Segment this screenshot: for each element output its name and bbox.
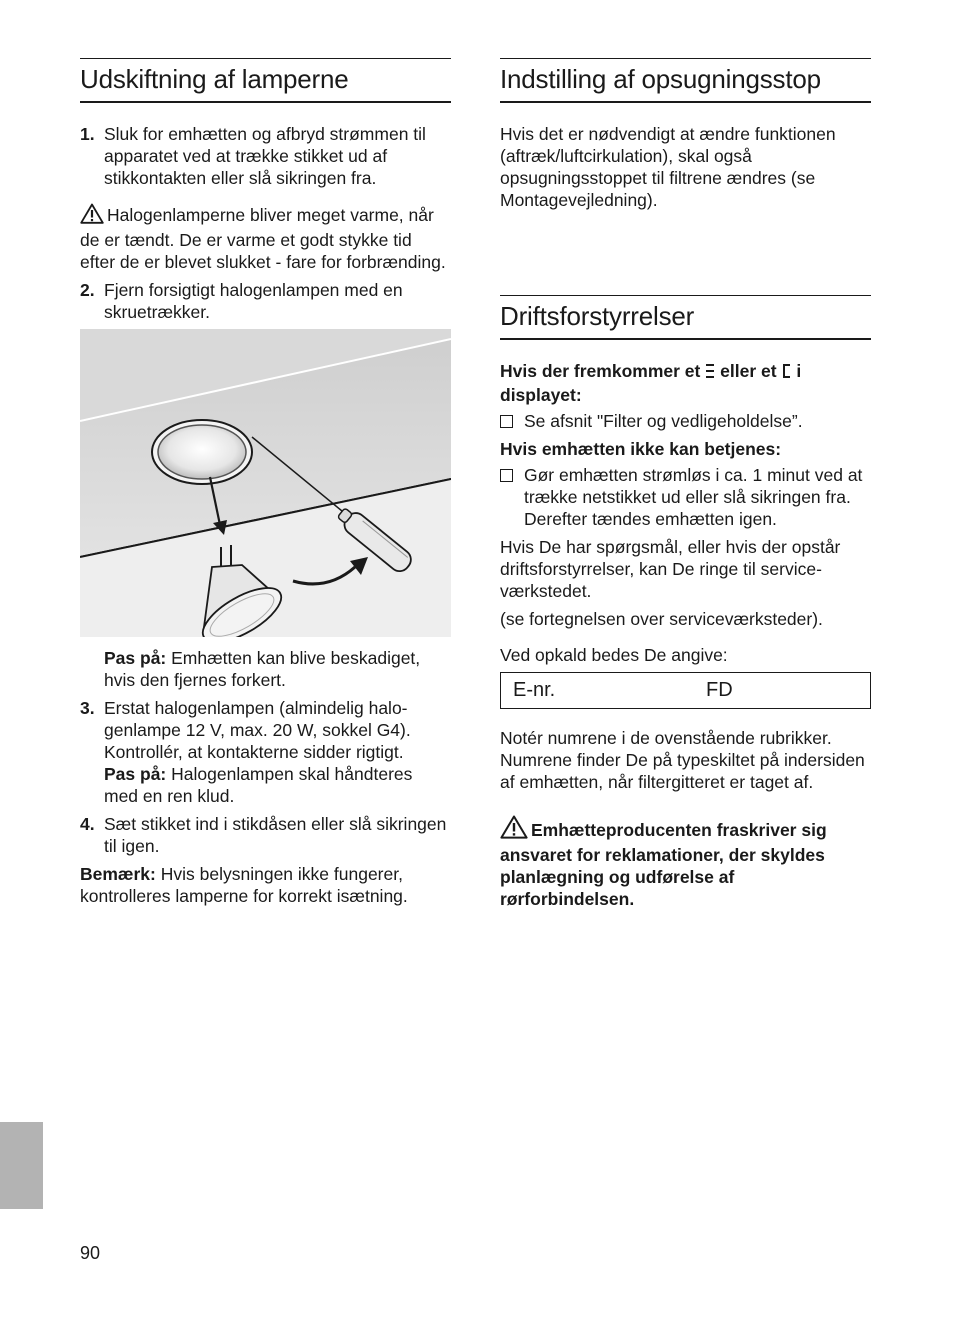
- note-text: Hvis belysningen ikke fungerer, kontrolleres lamperne for korrekt isætning.: [80, 864, 408, 906]
- call-instructions: Ved opkald bedes De angive:: [500, 645, 728, 665]
- disclaimer-text: Emhætteproducenten fraskriver sig ansvaret for reklamationer, der skyldes planlægning og udførelse af rørforbindelsen.: [500, 820, 827, 909]
- enr-fd-box: [500, 672, 871, 709]
- fd-label: FD: [706, 679, 733, 701]
- step-text: Fjern forsigtigt halogenlampen med en skruetrækker.: [104, 280, 403, 322]
- section-title-suction-stop: Indstilling af opsugningsstop: [500, 58, 871, 103]
- display-answer-text: Se afsnit "Filter og vedligeholdelse”.: [524, 411, 803, 431]
- note-label: Bemærk:: [80, 864, 156, 884]
- not-operable-answer-text: Gør emhætten strømløs i ca. 1 minut ved at trække netstikket ud eller slå sikringen fra.: [524, 465, 863, 507]
- warning-triangle-icon: [500, 815, 528, 844]
- step-number: 1.: [80, 124, 95, 144]
- section-tab-marker: [0, 1122, 43, 1209]
- caution-text: Emhætten kan blive beskadiget, hvis den fjernes forkert.: [104, 648, 421, 690]
- display-question-part-a: Hvis der fremkommer et: [500, 361, 701, 381]
- caution-text: Halogenlampen skal håndteres med en ren klud.: [104, 764, 413, 806]
- step-number: 4.: [80, 814, 95, 834]
- display-symbol-three-bars-icon: [705, 362, 715, 384]
- caution-label: Pas på:: [104, 648, 167, 668]
- lamp-removal-illustration: [80, 329, 451, 637]
- disclaimer-paragraph: [500, 815, 871, 910]
- display-answer-item: [500, 410, 871, 432]
- step-3: [80, 697, 451, 807]
- right-column: [500, 58, 871, 916]
- display-question: [500, 360, 871, 406]
- not-operable-answer-text-2: Derefter tændes emhætten igen.: [524, 509, 777, 529]
- not-operable-answer-body: [524, 464, 871, 530]
- step-text: Erstat halogenlampen (almindelig halo-genlampe 12 V, max. 20 W, sokkel G4). Kontrollér, at kontakterne sidder rigtigt.: [104, 698, 411, 762]
- page-number: 90: [80, 1243, 101, 1263]
- not-operable-answer-item: [500, 464, 871, 530]
- caution-paragraph: [80, 647, 451, 691]
- step-number: 2.: [80, 280, 95, 300]
- caution-label: Pas på:: [104, 764, 167, 784]
- step-2: [80, 279, 451, 323]
- step-3-body: [104, 697, 451, 807]
- warning-triangle-icon: [80, 203, 104, 229]
- note-paragraph: [80, 863, 451, 907]
- not-operable-question: Hvis emhætten ikke kan betjenes:: [500, 439, 782, 459]
- note-numbers-paragraph: Notér numrene i de ovenstående rubrikker. Numrene finder De på typeskiltet på indersiden af emhætten, når filtergitteret er taget af.: [500, 728, 865, 792]
- section-title-malfunctions: Driftsforstyrrelser: [500, 295, 871, 340]
- left-column: [80, 58, 451, 913]
- checkbox-square-icon: [500, 469, 513, 482]
- step-number: 3.: [80, 698, 95, 718]
- checkbox-square-icon: [500, 415, 513, 428]
- display-question-part-c: i displayet:: [500, 361, 802, 405]
- questions-paragraph: Hvis De har spørgsmål, eller hvis der opstår driftsforstyrrelser, kan De ringe til service-værkstedet.: [500, 537, 841, 601]
- display-question-part-b: eller et: [720, 361, 777, 381]
- display-symbol-c-segment-icon: [781, 362, 791, 384]
- warning-paragraph: [80, 203, 451, 273]
- step-text: Sæt stikket ind i stikdåsen eller slå sikringen til igen.: [104, 814, 447, 856]
- warning-text: Halogenlamperne bliver meget varme, når de er tændt. De er varme et godt stykke tid efter de er blevet slukket - fare for forbrænding.: [80, 205, 446, 272]
- suction-stop-paragraph: Hvis det er nødvendigt at ændre funktionen (aftræk/luftcirkulation), skal også opsugningsstoppet til filtrene ændres (se Montagevejledning).: [500, 124, 836, 210]
- step-text: Sluk for emhætten og afbryd strømmen til apparatet ved at trække stikket ud af stikkontakten eller slå sikringen fra.: [104, 124, 426, 188]
- section-title-lamp-replacement: Udskiftning af lamperne: [80, 58, 451, 103]
- enr-label: E-nr.: [513, 679, 556, 701]
- step-1: [80, 123, 451, 189]
- service-list-paragraph: (se fortegnelsen over serviceværksteder).: [500, 609, 823, 629]
- step-4: [80, 813, 451, 857]
